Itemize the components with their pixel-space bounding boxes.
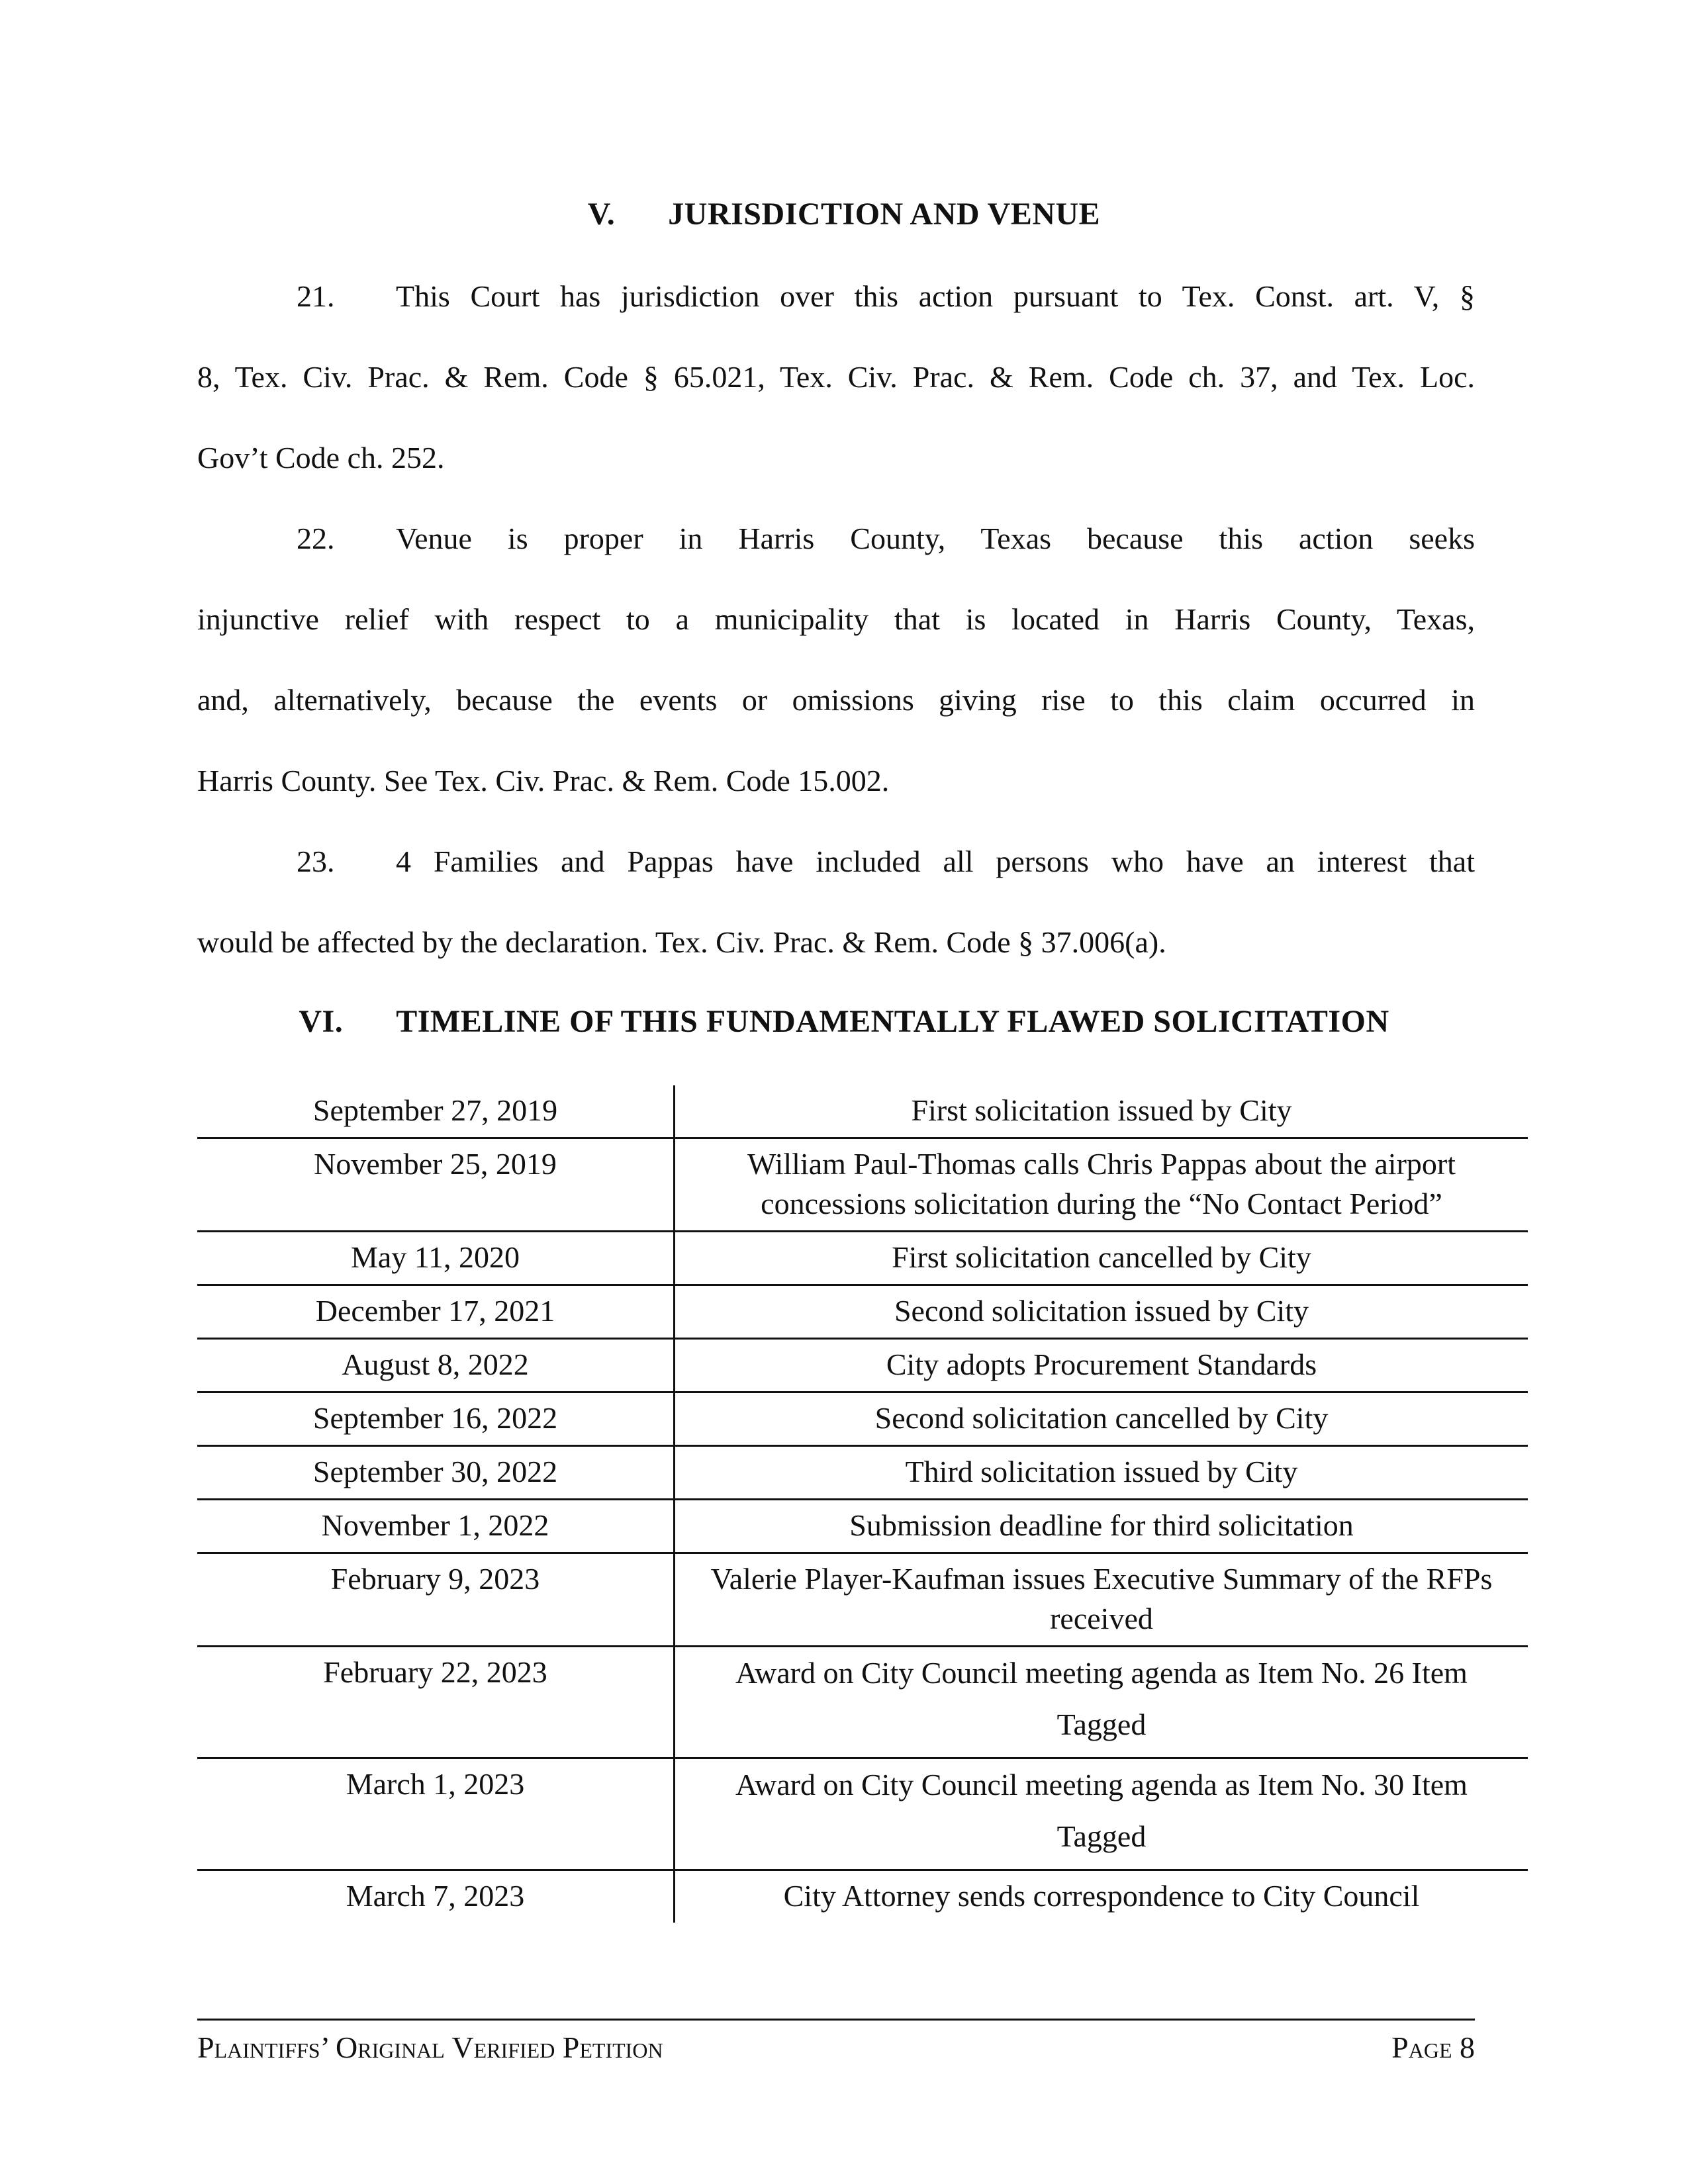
event-cell: William Paul-Thomas calls Chris Pappas about the airport concessions solicitation during the “No Contact Period” (747, 1147, 1456, 1220)
paragraph-22-first (297, 519, 1475, 559)
table-row (197, 1759, 1528, 1871)
event-cell: Second solicitation issued by City (894, 1294, 1309, 1328)
paragraph-number: 23. (297, 844, 335, 878)
table-row (197, 1647, 1528, 1759)
timeline-table (197, 1085, 1528, 1923)
date-cell: May 11, 2020 (197, 1232, 675, 1284)
table-row (197, 1286, 1528, 1340)
paragraph-22-line-3: and, alternatively, because the events or omissions giving rise to this claim occurred in (197, 683, 1475, 717)
event-cell: First solicitation cancelled by City (892, 1240, 1311, 1274)
date-cell: March 1, 2023 (197, 1759, 675, 1869)
table-row (197, 1500, 1528, 1554)
table-row (197, 1871, 1528, 1923)
event-cell: City Attorney sends correspondence to City Council (783, 1879, 1420, 1913)
table-row (197, 1232, 1528, 1286)
table-row (197, 1085, 1528, 1139)
date-cell: February 22, 2023 (197, 1647, 675, 1757)
paragraph-text: This Court has jurisdiction over this action pursuant to Tex. Const. art. V, § (396, 279, 1475, 313)
event-cell: Second solicitation cancelled by City (874, 1401, 1329, 1435)
section-title: JURISDICTION AND VENUE (668, 197, 1101, 232)
date-cell: November 25, 2019 (197, 1139, 675, 1230)
paragraph-22-line-4: Harris County. See Tex. Civ. Prac. & Rem. Code 15.002. (197, 764, 890, 797)
date-cell: September 16, 2022 (197, 1393, 675, 1445)
footer-page-number: Page 8 (1391, 2030, 1475, 2064)
footer-divider (197, 2019, 1475, 2021)
event-cell: Third solicitation issued by City (905, 1455, 1298, 1488)
table-row (197, 1139, 1528, 1232)
section-heading-jurisdiction (0, 196, 1688, 232)
paragraph-number: 21. (297, 279, 335, 313)
paragraph-21-first (297, 277, 1475, 316)
paragraph-22-line-2: injunctive relief with respect to a municipality that is located in Harris County, Texas, (197, 602, 1475, 636)
section-heading-timeline (0, 1003, 1688, 1040)
paragraph-21-line-2: 8, Tex. Civ. Prac. & Rem. Code § 65.021, Tex. Civ. Prac. & Rem. Code ch. 37, and Tex. Loc. (197, 360, 1475, 394)
date-cell: March 7, 2023 (197, 1871, 675, 1923)
paragraph-23-first (297, 842, 1475, 882)
date-cell: November 1, 2022 (197, 1500, 675, 1552)
paragraph-21-line-3: Gov’t Code ch. 252. (197, 441, 445, 475)
section-number: VI. (299, 1004, 344, 1039)
event-cell: First solicitation issued by City (911, 1093, 1292, 1127)
section-title: TIMELINE OF THIS FUNDAMENTALLY FLAWED SOLICITATION (396, 1004, 1389, 1039)
event-cell: Valerie Player-Kaufman issues Executive Summary of the RFPs received (710, 1562, 1493, 1635)
date-cell: September 27, 2019 (197, 1085, 675, 1137)
date-cell: February 9, 2023 (197, 1554, 675, 1645)
event-cell: Award on City Council meeting agenda as Item No. 26 Item Tagged (735, 1656, 1468, 1741)
paragraph-23-line-2: would be affected by the declaration. Tex. Civ. Prac. & Rem. Code § 37.006(a). (197, 925, 1166, 959)
table-row (197, 1340, 1528, 1393)
section-number: V. (587, 197, 616, 232)
date-cell: September 30, 2022 (197, 1447, 675, 1498)
event-cell: City adopts Procurement Standards (886, 1347, 1317, 1381)
table-row (197, 1554, 1528, 1647)
date-cell: December 17, 2021 (197, 1286, 675, 1338)
paragraph-text: 4 Families and Pappas have included all persons who have an interest that (396, 844, 1475, 878)
event-cell: Award on City Council meeting agenda as Item No. 30 Item Tagged (735, 1768, 1468, 1853)
paragraph-text: Venue is proper in Harris County, Texas because this action seeks (396, 522, 1475, 555)
paragraph-number: 22. (297, 522, 335, 555)
table-row (197, 1447, 1528, 1500)
event-cell: Submission deadline for third solicitation (849, 1508, 1354, 1542)
table-row (197, 1393, 1528, 1447)
date-cell: August 8, 2022 (197, 1340, 675, 1391)
footer-title: Plaintiffs’ Original Verified Petition (197, 2030, 663, 2064)
